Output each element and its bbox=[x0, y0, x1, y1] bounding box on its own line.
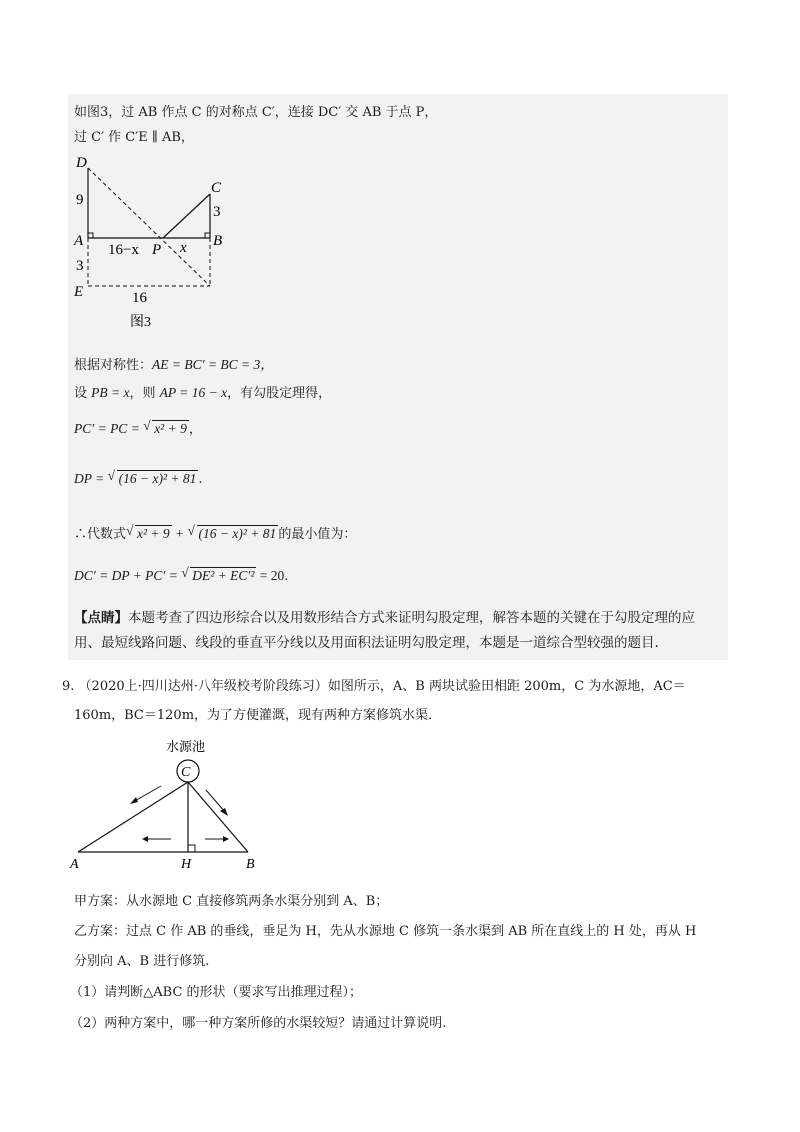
min-radicand-2: (16 − x)² + 81 bbox=[198, 526, 277, 541]
symmetry-line bbox=[74, 353, 274, 373]
label-A-problem: A bbox=[70, 857, 79, 870]
final-radicand: DE² + EC′² bbox=[192, 568, 255, 583]
dp-radicand: (16 − x)² + 81 bbox=[118, 471, 197, 486]
pc-sqrt: √ x² + 9 bbox=[143, 418, 187, 436]
let-prefix: 设 bbox=[74, 386, 88, 401]
let-line bbox=[74, 382, 331, 401]
len-16: 16 bbox=[132, 290, 147, 306]
comment-line-1: 本题考查了四边形综合以及用数形结合方式来证明勾股定理，解答本题的关键在于勾股定理的应 bbox=[128, 610, 695, 626]
dp-sqrt: √ (16 − x)² + 81 bbox=[107, 468, 197, 486]
pc-line bbox=[74, 418, 202, 437]
intro-line-2: 过 C′ 作 C′E ∥ AB， bbox=[74, 130, 194, 145]
len-x: x bbox=[180, 240, 187, 256]
dp-lhs: DP = bbox=[74, 471, 108, 486]
problem-line-2: 160m，BC＝120m，为了方便灌溉，现有两种方案修筑水渠. bbox=[74, 708, 433, 723]
pc-lhs: PC′ = PC = bbox=[74, 421, 144, 436]
final-end: . bbox=[284, 569, 289, 584]
question-2: （2）两种方案中，哪一种方案所修的水渠较短？请通过计算说明. bbox=[70, 1016, 447, 1031]
min-sqrt-2: √ (16 − x)² + 81 bbox=[187, 523, 277, 541]
label-H: H bbox=[181, 857, 192, 870]
len-3-left: 3 bbox=[76, 258, 84, 274]
comment-line-2: 用、最短线路问题、线段的垂直平分线以及用面积法证明勾股定理，本题是一道综合型较强的题目. bbox=[74, 635, 659, 651]
symmetry-math: AE = BC′ = BC = 3， bbox=[152, 357, 274, 372]
problem-figure bbox=[68, 735, 278, 870]
intro-line-1: 如图3，过 AB 作点 C 的对称点 C′，连接 DC′ 交 AB 于点 P， bbox=[74, 105, 438, 120]
plan-a: 甲方案：从水源地 C 直接修筑两条水渠分别到 A、B； bbox=[74, 894, 389, 909]
let-math-1: PB = x bbox=[91, 385, 130, 400]
final-line bbox=[74, 567, 288, 584]
final-rhs: = 20 bbox=[256, 568, 285, 583]
min-suffix: 的最小值为： bbox=[278, 527, 357, 542]
figure-3-caption: 图3 bbox=[130, 315, 151, 330]
dp-end: . bbox=[198, 472, 203, 487]
label-B-problem: B bbox=[246, 857, 255, 870]
len-9: 9 bbox=[76, 192, 84, 208]
let-suffix: ，有勾股定理得， bbox=[227, 386, 332, 401]
label-D: D bbox=[76, 155, 87, 171]
problem-text-1: （2020上·四川达州·八年级校考阶段练习）如图所示，A、B 两块试验田相距 200m，C 为水源地，AC＝ bbox=[78, 679, 686, 694]
let-math-2: AP = 16 − x bbox=[159, 385, 228, 400]
let-mid: ，则 bbox=[129, 386, 156, 401]
plan-b-line-2: 分别向 A、B 进行修筑. bbox=[74, 954, 210, 969]
question-1: （1）请判断△ABC 的形状（要求写出推理过程）； bbox=[70, 985, 363, 1000]
label-C: C bbox=[211, 180, 222, 196]
symmetry-prefix: 根据对称性： bbox=[74, 358, 153, 373]
label-E: E bbox=[74, 284, 84, 300]
problem-line-1 bbox=[62, 675, 686, 694]
min-sqrt-1: √ x² + 9 bbox=[126, 523, 170, 541]
dp-line bbox=[74, 470, 203, 487]
final-sqrt: √ DE² + EC′² bbox=[181, 565, 255, 583]
len-16-minus-x: 16−x bbox=[108, 242, 139, 258]
min-line bbox=[74, 523, 356, 542]
figure-3 bbox=[68, 150, 238, 335]
min-radicand-1: x² + 9 bbox=[137, 526, 170, 541]
pc-radicand: x² + 9 bbox=[154, 421, 187, 436]
final-lhs: DC′ = DP + PC′ = bbox=[74, 568, 182, 583]
label-B: B bbox=[213, 233, 223, 249]
label-P: P bbox=[152, 242, 162, 258]
plan-b-line-1: 乙方案：过点 C 作 AB 的垂线，垂足为 H，先从水源地 C 修筑一条水渠到 AB 所在直线上的 H 处，再从 H bbox=[74, 924, 697, 939]
label-C-source: C bbox=[181, 765, 191, 780]
min-plus: + bbox=[171, 526, 188, 541]
pc-end: ， bbox=[188, 422, 202, 437]
label-A: A bbox=[74, 233, 84, 249]
figure-title: 水源池 bbox=[166, 739, 206, 754]
comment-tag: 【点睛】 bbox=[74, 610, 128, 626]
min-prefix: ∴代数式 bbox=[74, 527, 127, 542]
len-3-right: 3 bbox=[213, 204, 221, 220]
problem-number: 9. bbox=[62, 679, 75, 694]
comment-block bbox=[74, 606, 726, 656]
